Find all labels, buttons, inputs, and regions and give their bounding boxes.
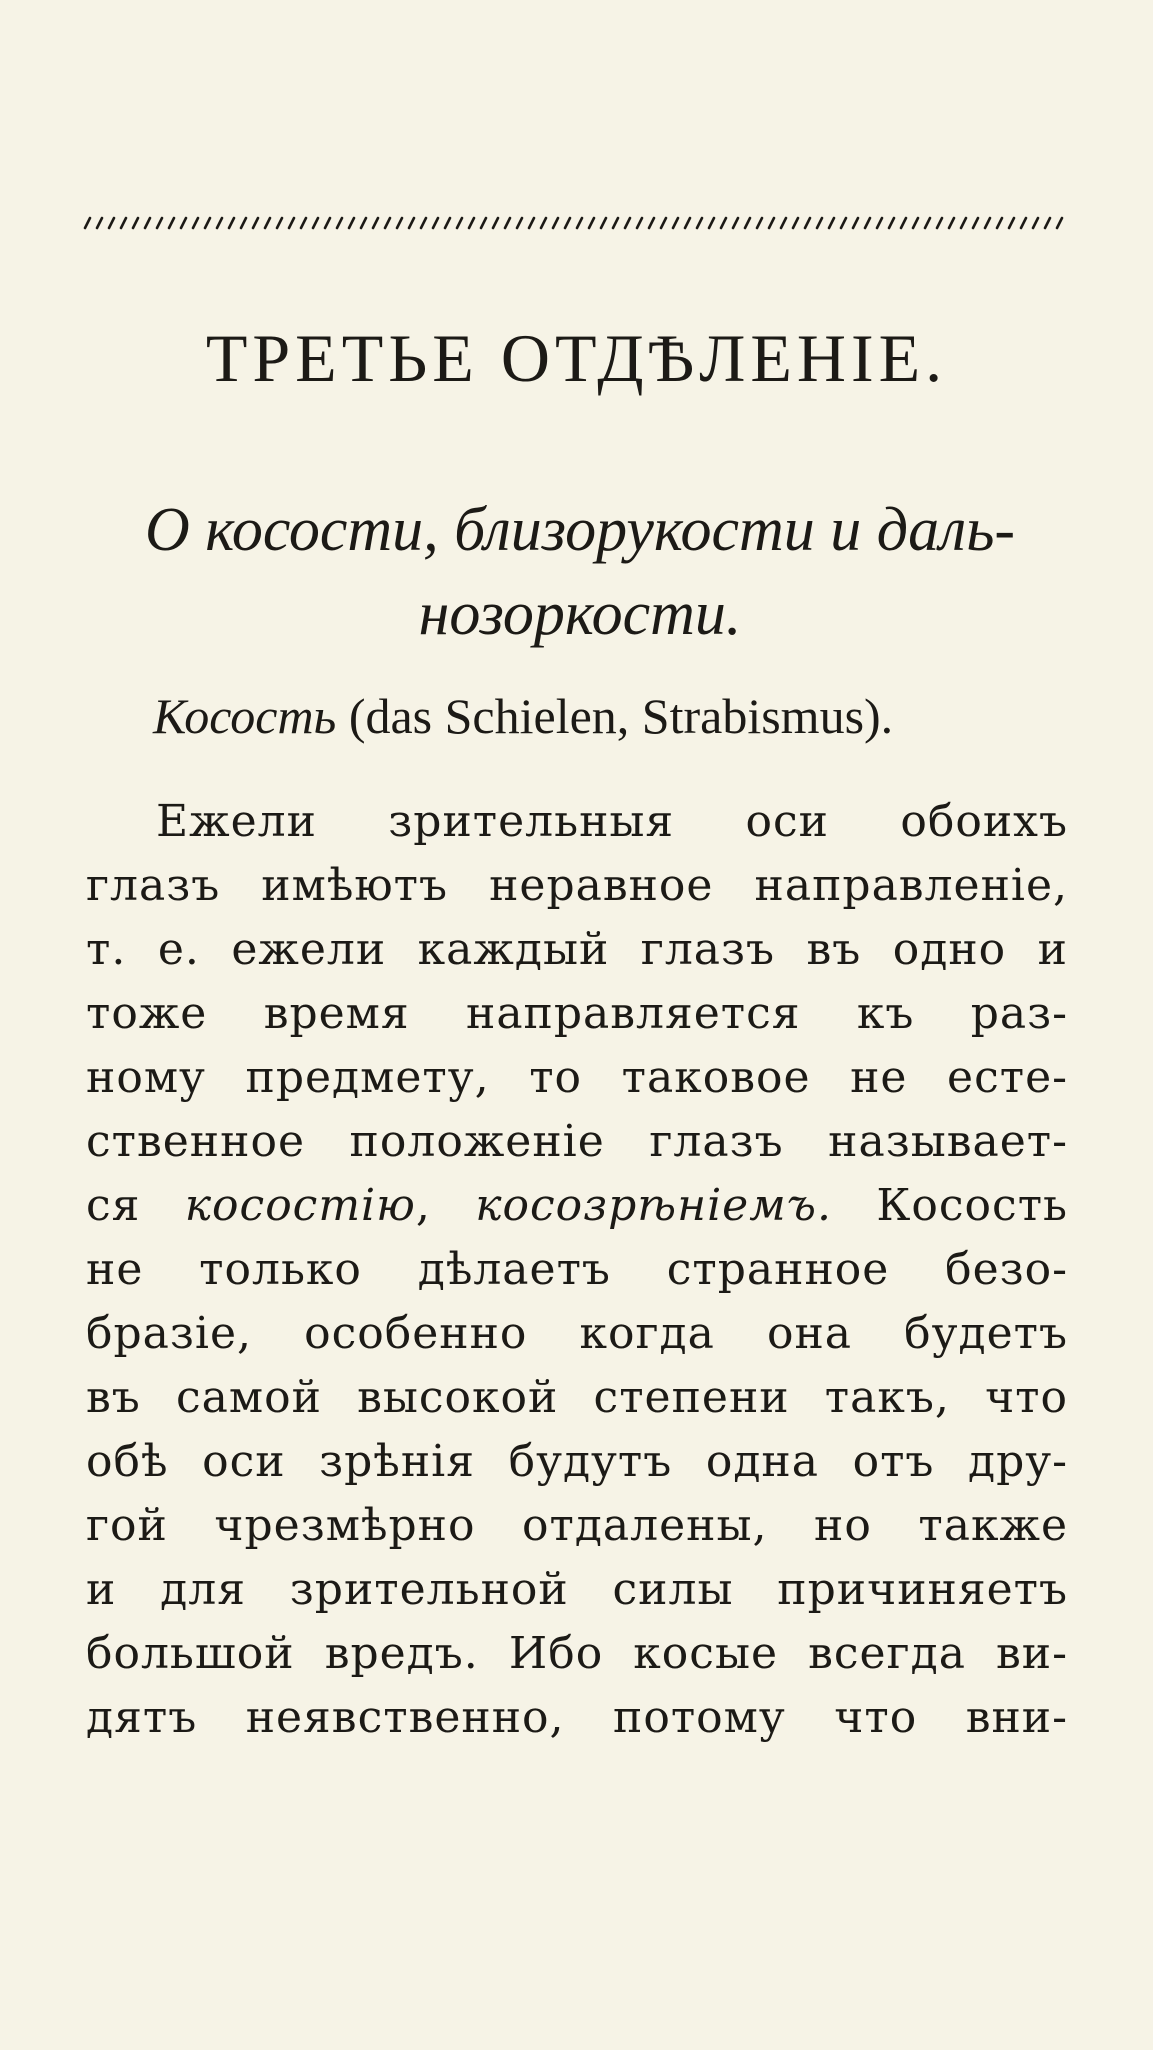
text-line: ному предмету, то таковое не есте-	[86, 1052, 1068, 1103]
italic-term: косостію	[184, 1180, 416, 1231]
text-line: Ежели зрительныя оси обоихъ	[156, 796, 1068, 847]
text-fragment: ,	[415, 1180, 476, 1231]
text-line: и для зрительной силы причиняетъ	[86, 1564, 1068, 1615]
section-heading: ТРЕТЬЕ ОТДѢЛЕНІЕ.	[205, 320, 948, 396]
text-line: не только дѣлаетъ странное безо-	[86, 1244, 1068, 1295]
text-line: гой чрезмѣрно отдалены, но также	[86, 1500, 1068, 1551]
subsection-gloss: (das Schielen, Strabismus).	[336, 688, 894, 744]
ornamental-rule	[82, 216, 1067, 230]
text-line: дятъ неявственно, потому что вни-	[86, 1692, 1068, 1743]
chapter-title-line-1: О косости, близорукости и даль-	[144, 496, 1016, 564]
subsection-heading	[153, 684, 893, 748]
chapter-title-line-2: нозоркости.	[418, 580, 742, 648]
text-line: тоже время направляется къ раз-	[86, 988, 1068, 1039]
text-line: ственное положеніе глазъ называет-	[86, 1116, 1068, 1167]
body-paragraph	[86, 790, 1068, 1750]
subsection-term: Косость	[153, 688, 337, 744]
text-line: въ самой высокой степени такъ, что	[86, 1372, 1068, 1423]
italic-term: косозрѣніемъ.	[475, 1180, 832, 1231]
text-line: бразіе, особенно когда она будетъ	[86, 1308, 1068, 1359]
text-fragment: Косость	[832, 1180, 1068, 1231]
text-fragment: ся	[86, 1180, 185, 1231]
text-line: большой вредъ. Ибо косые всегда ви-	[86, 1628, 1068, 1679]
text-line	[86, 1174, 1068, 1238]
chapter-title	[80, 488, 1080, 656]
text-line: т. е. ежели каждый глазъ въ одно и	[86, 924, 1068, 975]
text-line: обѣ оси зрѣнія будутъ одна отъ дру-	[86, 1436, 1068, 1487]
text-line: глазъ имѣютъ неравное направленіе,	[86, 860, 1068, 911]
